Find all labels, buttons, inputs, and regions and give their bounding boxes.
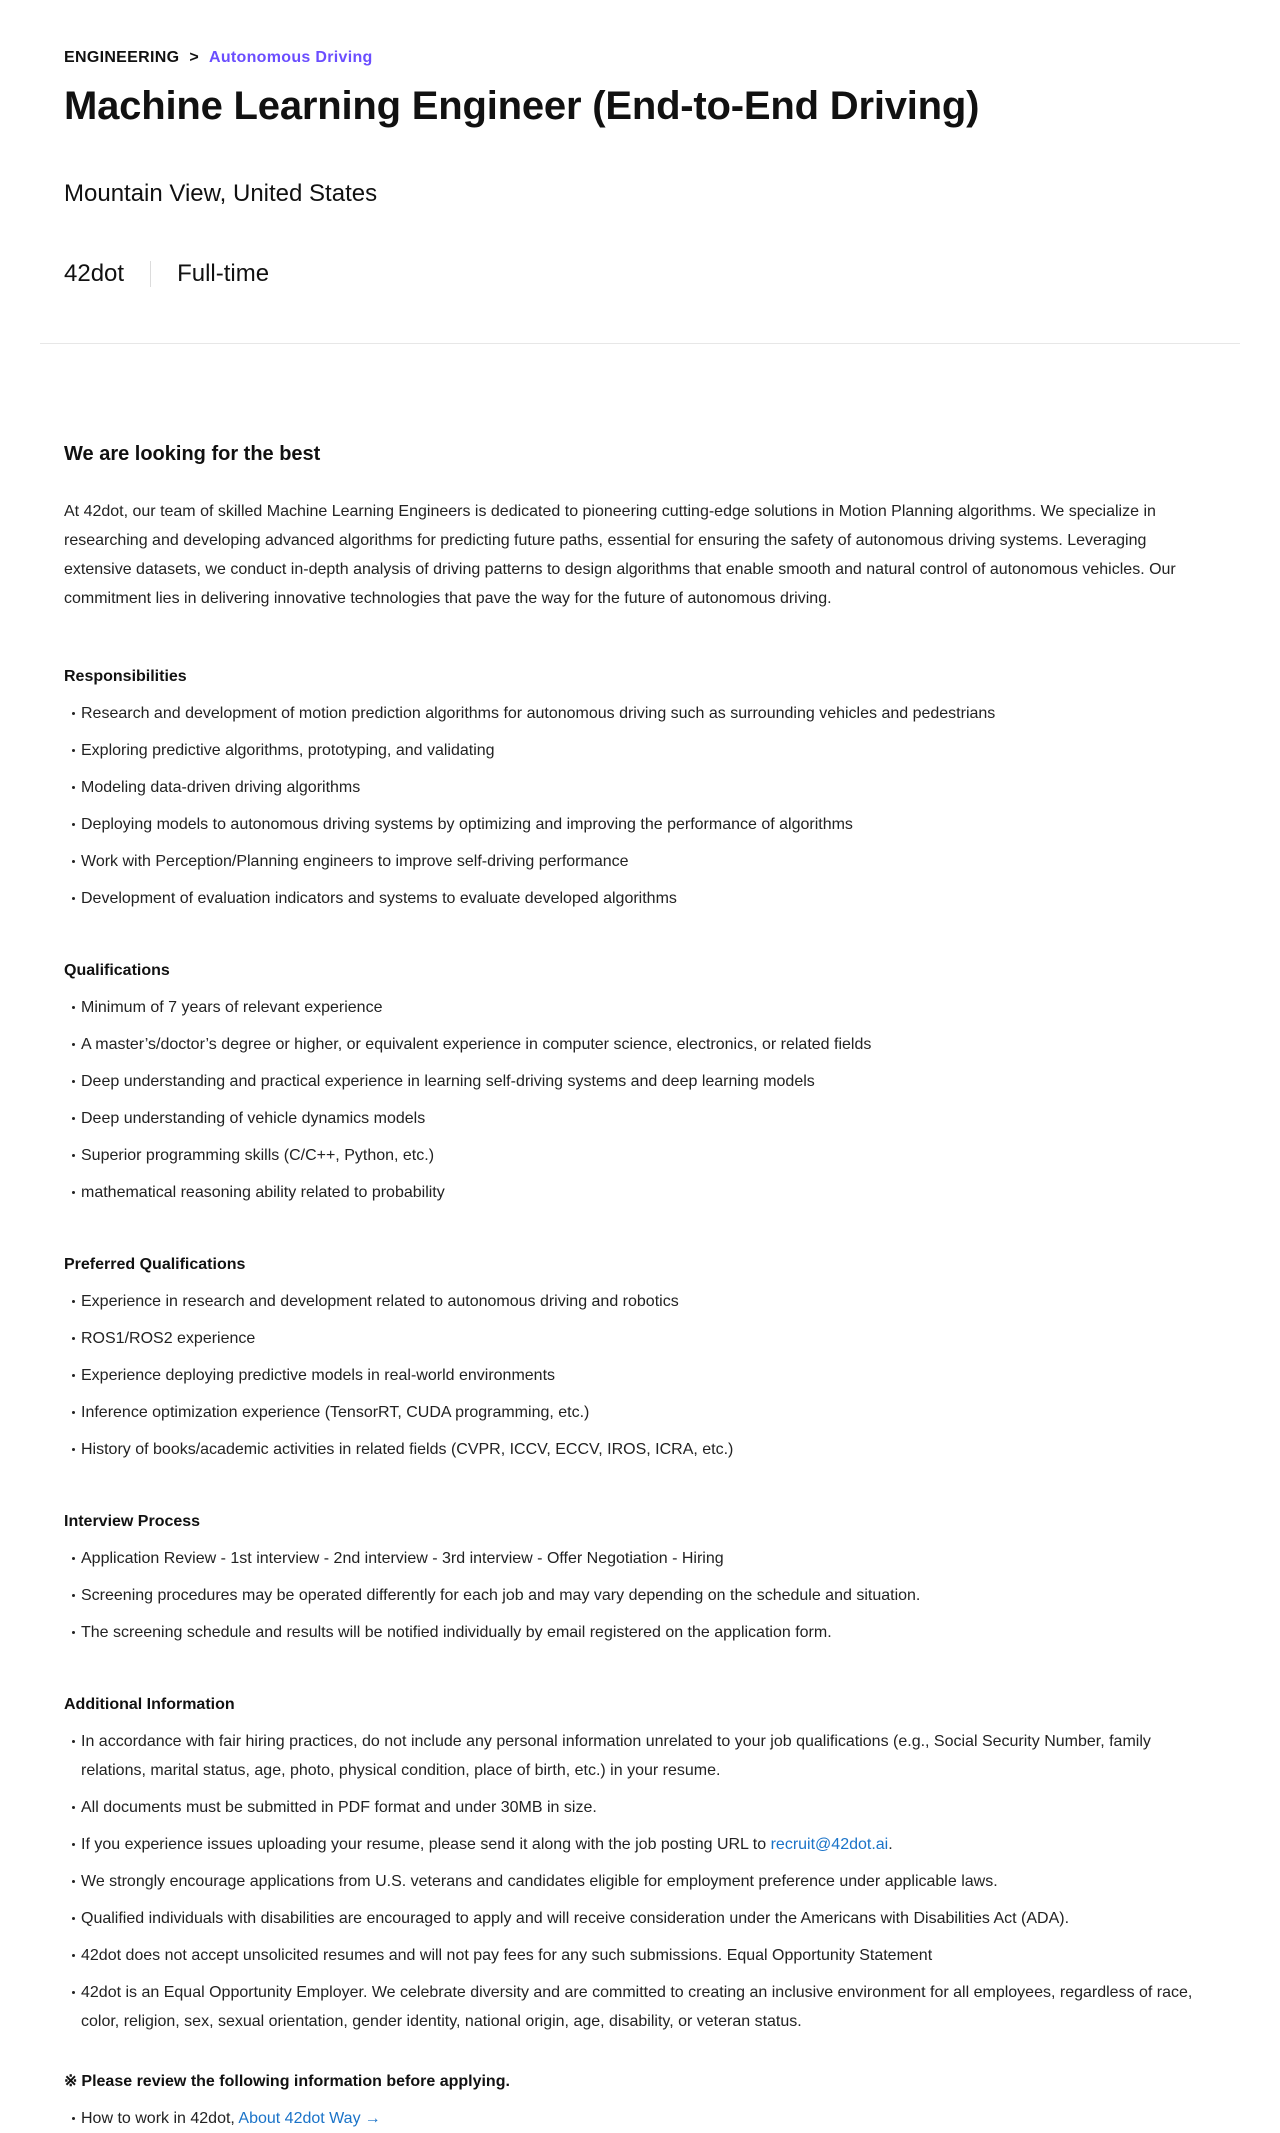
notice-list [64, 2104, 1214, 2133]
section-title: Interview Process [64, 1513, 201, 1530]
header-divider [40, 343, 1240, 344]
list-item: Superior programming skills (C/C++, Python, etc.) [64, 1141, 1214, 1170]
list-item: Deep understanding and practical experience in learning self-driving systems and deep learning models [64, 1067, 1214, 1096]
interview-process-section [64, 1510, 1214, 1647]
list-item: All documents must be submitted in PDF format and under 30MB in size. [64, 1793, 1214, 1822]
list-item: Inference optimization experience (TensorRT, CUDA programming, etc.) [64, 1398, 1214, 1427]
arrow-right-icon: → [364, 2110, 381, 2127]
recruit-email-link[interactable]: recruit@42dot.ai [770, 1836, 889, 1853]
list-item: Experience deploying predictive models in real-world environments [64, 1361, 1214, 1390]
preferred-qualifications-section [64, 1253, 1214, 1464]
job-description [64, 440, 1214, 2133]
breadcrumb [64, 48, 373, 68]
list-item: Minimum of 7 years of relevant experience [64, 993, 1214, 1022]
notice-title-text: Please review the following information before applying. [81, 2073, 510, 2090]
list-item [64, 1830, 1214, 1859]
notice-title [64, 2070, 1214, 2094]
job-location: Mountain View, United States [64, 180, 378, 207]
preferred-qualifications-list [64, 1287, 1214, 1464]
list-item: 42dot does not accept unsolicited resumes and will not pay fees for any such submissions. Equal Opportunity Statement [64, 1941, 1214, 1970]
list-item: ROS1/ROS2 experience [64, 1324, 1214, 1353]
list-item: A master’s/doctor’s degree or higher, or equivalent experience in computer science, electronics, or related fields [64, 1030, 1214, 1059]
list-item: We strongly encourage applications from U.S. veterans and candidates eligible for employment preference under applicable laws. [64, 1867, 1214, 1896]
breadcrumb-team-link[interactable]: Autonomous Driving [208, 49, 373, 66]
employment-type: Full-time [177, 260, 270, 287]
breadcrumb-separator: > [189, 49, 199, 66]
interview-process-list [64, 1544, 1214, 1647]
list-item: Screening procedures may be operated differently for each job and may vary depending on the schedule and situation. [64, 1581, 1214, 1610]
list-item: Application Review - 1st interview - 2nd interview - 3rd interview - Offer Negotiation - Hiring [64, 1544, 1214, 1573]
list-item: Deep understanding of vehicle dynamics models [64, 1104, 1214, 1133]
list-item-text: How to work in 42dot, [81, 2110, 239, 2127]
about-42dot-way-link[interactable] [238, 2110, 380, 2127]
job-header [0, 0, 1280, 345]
list-item: Deploying models to autonomous driving systems by optimizing and improving the performance of algorithms [64, 810, 1214, 839]
page-title: Machine Learning Engineer (End-to-End Driving) [64, 84, 980, 128]
list-item: Experience in research and development related to autonomous driving and robotics [64, 1287, 1214, 1316]
list-item: mathematical reasoning ability related to probability [64, 1178, 1214, 1207]
responsibilities-section [64, 665, 1214, 913]
list-item: 42dot is an Equal Opportunity Employer. We celebrate diversity and are committed to creating an inclusive environment for all employees, regardless of race, color, religion, sex, sexual orientation, gender identity, national origin, age, disability, or veteran status. [64, 1978, 1214, 2036]
list-item [64, 2104, 1214, 2133]
meta-divider [150, 261, 151, 287]
section-title: Additional Information [64, 1696, 235, 1713]
list-item: The screening schedule and results will be notified individually by email registered on the application form. [64, 1618, 1214, 1647]
intro-title: We are looking for the best [64, 443, 321, 465]
company-name: 42dot [64, 260, 125, 287]
section-title: Responsibilities [64, 668, 187, 685]
about-42dot-way-link-label: About 42dot Way [238, 2110, 361, 2127]
section-title: Preferred Qualifications [64, 1256, 246, 1273]
list-item: Qualified individuals with disabilities are encouraged to apply and will receive consideration under the Americans with Disabilities Act (ADA). [64, 1904, 1214, 1933]
section-title: Qualifications [64, 962, 170, 979]
list-item: In accordance with fair hiring practices, do not include any personal information unrelated to your job qualifications (e.g., Social Security Number, family relations, marital status, age, photo, physical condition, place of birth, etc.) in your resume. [64, 1727, 1214, 1785]
list-item-text: If you experience issues uploading your resume, please send it along with the job posting URL to [81, 1836, 771, 1853]
list-item: Modeling data-driven driving algorithms [64, 773, 1214, 802]
responsibilities-list [64, 699, 1214, 913]
reference-mark-icon: ※ [64, 2073, 78, 2090]
intro-text: At 42dot, our team of skilled Machine Learning Engineers is dedicated to pioneering cutting-edge solutions in Motion Planning algorithms. We specialize in researching and developing advanced algorithms for predicting future paths, essential for ensuring the safety of autonomous driving systems. Leveraging extensive datasets, we conduct in-depth analysis of driving patterns to design algorithms that enable smooth and natural control of autonomous vehicles. Our commitment lies in delivering innovative technologies that pave the way for the future of autonomous driving. [64, 503, 1176, 607]
list-item: Research and development of motion prediction algorithms for autonomous driving such as surrounding vehicles and pedestrians [64, 699, 1214, 728]
additional-information-list [64, 1727, 1214, 2036]
list-item: Development of evaluation indicators and systems to evaluate developed algorithms [64, 884, 1214, 913]
list-item-text: . [888, 1836, 893, 1853]
list-item: Work with Perception/Planning engineers to improve self-driving performance [64, 847, 1214, 876]
qualifications-list [64, 993, 1214, 1207]
notice-section [64, 2070, 1214, 2133]
breadcrumb-category[interactable]: ENGINEERING [64, 49, 180, 66]
qualifications-section [64, 959, 1214, 1207]
job-meta [64, 258, 269, 290]
list-item: Exploring predictive algorithms, prototyping, and validating [64, 736, 1214, 765]
list-item: History of books/academic activities in related fields (CVPR, ICCV, ECCV, IROS, ICRA, etc.) [64, 1435, 1214, 1464]
additional-information-section [64, 1693, 1214, 2036]
